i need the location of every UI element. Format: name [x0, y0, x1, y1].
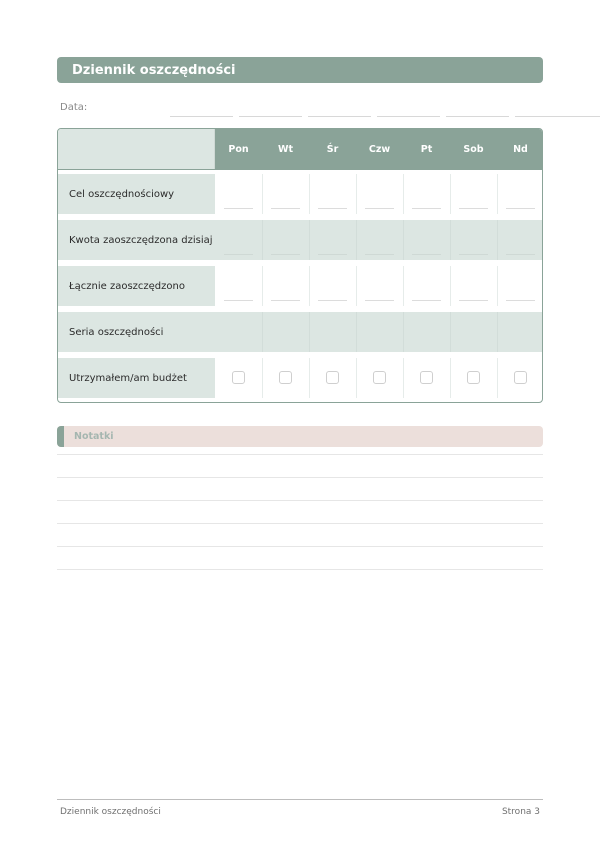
entry-line [459, 300, 488, 301]
entry-line [506, 300, 535, 301]
note-line[interactable] [57, 477, 543, 478]
day-entry-cell[interactable] [403, 312, 450, 352]
day-entry-cell[interactable] [450, 312, 497, 352]
note-line[interactable] [57, 546, 543, 547]
entry-line [365, 300, 394, 301]
date-field-line[interactable] [170, 116, 233, 117]
budget-checkbox[interactable] [514, 371, 527, 384]
footer-page-number: Strona 3 [501, 807, 540, 817]
budget-checkbox[interactable] [467, 371, 480, 384]
entry-line [271, 254, 300, 255]
notes-header [57, 426, 543, 447]
footer-title: Dziennik oszczędności [60, 807, 161, 817]
day-header: Nd [513, 143, 528, 155]
day-header: Czw [368, 143, 391, 155]
page-title: Dziennik oszczędności [72, 62, 236, 78]
note-line[interactable] [57, 500, 543, 501]
notes-accent [57, 426, 64, 447]
day-entry-cell[interactable] [309, 312, 356, 352]
entry-line [271, 300, 300, 301]
budget-checkbox[interactable] [420, 371, 433, 384]
row-label: Seria oszczędności [58, 312, 215, 352]
entry-line [412, 208, 441, 209]
day-header: Pt [420, 143, 433, 155]
date-field-line[interactable] [515, 116, 600, 117]
date-field-line[interactable] [308, 116, 371, 117]
entry-line [224, 254, 253, 255]
entry-line [224, 300, 253, 301]
entry-line [365, 254, 394, 255]
notes-title: Notatki [74, 431, 114, 442]
row-label: Kwota zaoszczędzona dzisiaj [58, 220, 215, 260]
page-title-bar [57, 57, 543, 83]
entry-line [459, 208, 488, 209]
note-line[interactable] [57, 569, 543, 570]
date-label: Data: [60, 102, 88, 113]
note-line[interactable] [57, 454, 543, 455]
row-label: Cel oszczędnościowy [58, 174, 215, 214]
budget-checkbox[interactable] [326, 371, 339, 384]
budget-checkbox[interactable] [279, 371, 292, 384]
grid-header-divider [58, 169, 542, 170]
entry-line [318, 208, 347, 209]
date-field-line[interactable] [239, 116, 302, 117]
weekly-savings-grid [57, 128, 543, 403]
day-entry-cell[interactable] [215, 312, 262, 352]
entry-line [412, 300, 441, 301]
date-field-line[interactable] [377, 116, 440, 117]
budget-checkbox[interactable] [373, 371, 386, 384]
day-entry-cell[interactable] [262, 312, 309, 352]
budget-checkbox[interactable] [232, 371, 245, 384]
row-label: Łącznie zaoszczędzono [58, 266, 215, 306]
note-line[interactable] [57, 523, 543, 524]
day-header: Wt [277, 143, 294, 155]
day-header: Pon [228, 143, 249, 155]
entry-line [506, 254, 535, 255]
footer-divider [57, 799, 543, 800]
entry-line [318, 254, 347, 255]
entry-line [459, 254, 488, 255]
date-field-line[interactable] [446, 116, 509, 117]
entry-line [365, 208, 394, 209]
grid-header-corner [58, 129, 215, 169]
entry-line [224, 208, 253, 209]
day-header: Sob [463, 143, 484, 155]
row-label: Utrzymałem/am budżet [58, 358, 215, 398]
day-entry-cell[interactable] [497, 312, 543, 352]
entry-line [318, 300, 347, 301]
day-header: Śr [326, 143, 339, 155]
entry-line [412, 254, 441, 255]
entry-line [506, 208, 535, 209]
entry-line [271, 208, 300, 209]
day-entry-cell[interactable] [356, 312, 403, 352]
